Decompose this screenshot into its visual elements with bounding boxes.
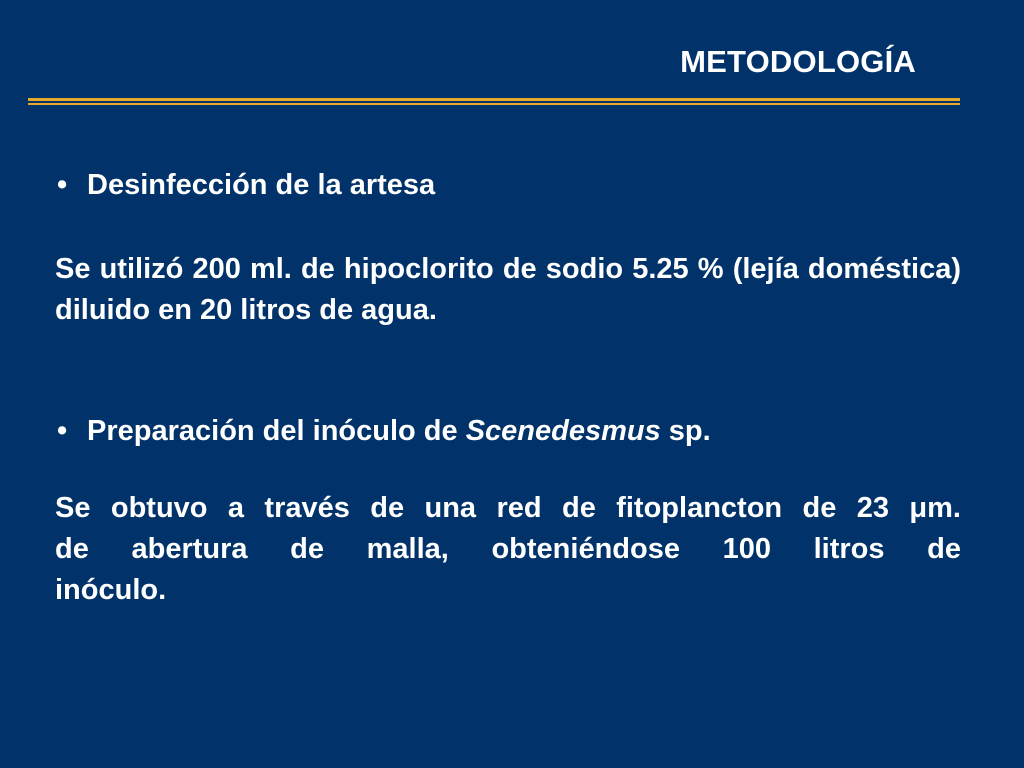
slide-title: METODOLOGÍA <box>680 44 916 79</box>
bullet-item-preparacion <box>57 411 961 452</box>
paragraph-line: inóculo. <box>55 574 167 606</box>
paragraph-preparacion <box>55 488 961 611</box>
paragraph-desinfeccion: Se utilizó 200 ml. de hipoclorito de sodio 5.25 % (lejía doméstica) diluido en 20 litros de agua. <box>55 253 961 326</box>
bullet-item-desinfeccion <box>57 165 961 206</box>
paragraph-line: Se obtuvo a través de una red de fitoplancton de 23 μm. <box>55 492 961 524</box>
title-rule-bottom <box>28 103 960 105</box>
species-name: Scenedesmus <box>465 415 661 447</box>
slide-content <box>55 165 961 611</box>
heading-text-pre: Preparación del inóculo de <box>87 415 466 447</box>
title-rule-top <box>28 98 960 101</box>
paragraph-line: de abertura de malla, obteniéndose 100 litros de <box>55 533 961 565</box>
bullet-heading <box>87 411 711 452</box>
heading-text-post: sp. <box>660 415 711 447</box>
spacer <box>55 331 961 411</box>
bullet-icon: • <box>57 415 68 447</box>
bullet-icon: • <box>57 169 68 201</box>
bullet-heading: Desinfección de la artesa <box>87 169 436 201</box>
